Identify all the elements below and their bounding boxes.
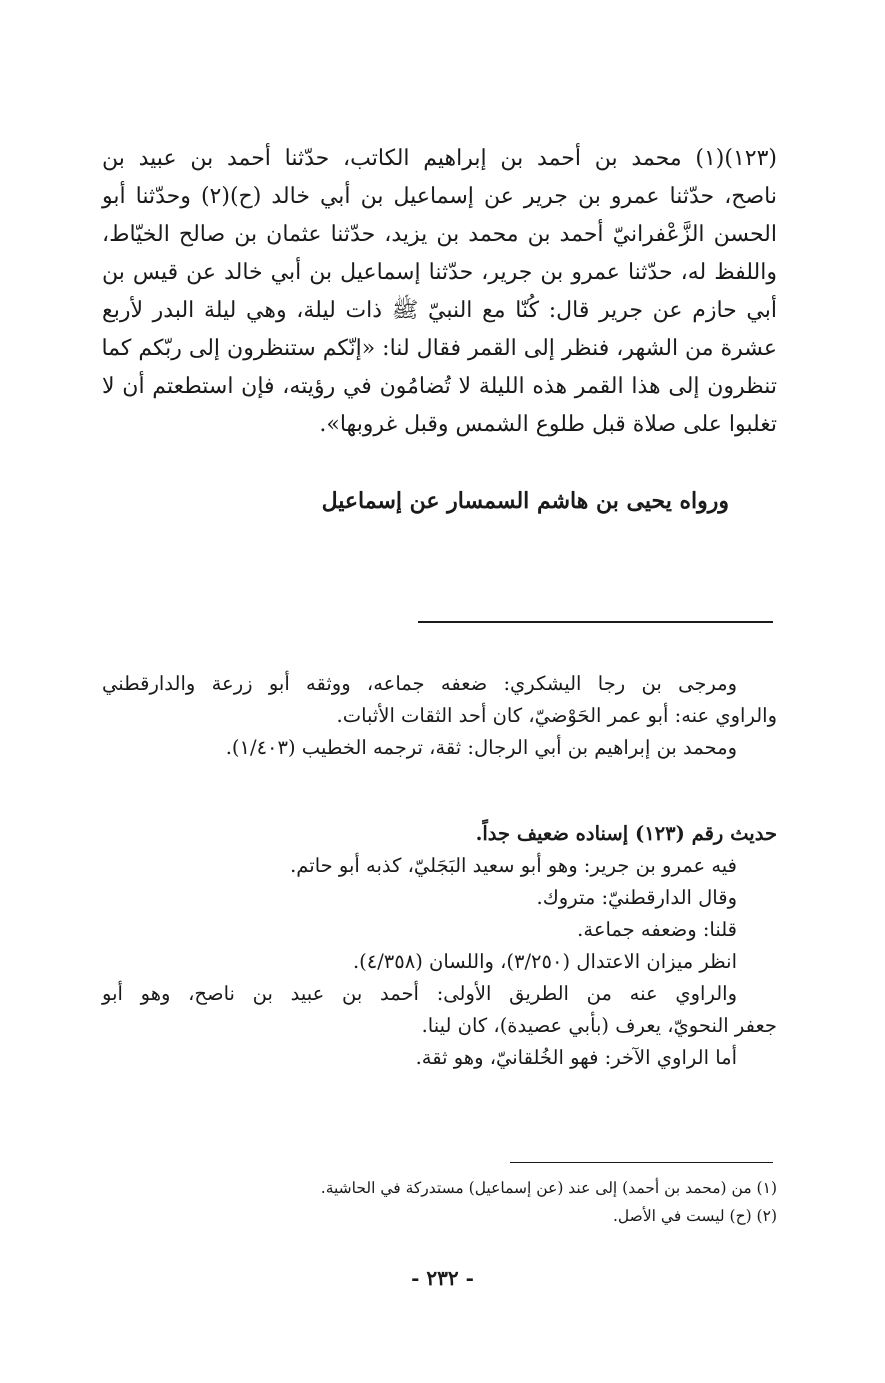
hadith-line: تنظرون إلى هذا القمر هذه الليلة لا تُضامُون في رؤيته، فإن استطعتم أن لا	[102, 374, 777, 399]
page-number: - ٢٣٢ -	[411, 1266, 474, 1290]
commentary-line: ومرجى بن رجا اليشكري: ضعفه جماعه، ووثقه أبو زرعة والدارقطني	[102, 672, 737, 695]
commentary-line: انظر ميزان الاعتدال (٣/٢٥٠)، واللسان (٤/٣٥٨).	[352, 950, 737, 973]
hadith-line: الحسن الزَّعْفرانيّ أحمد بن محمد بن يزيد، حدّثنا عثمان بن صالح الخيّاط،	[102, 222, 777, 247]
footnote-divider	[510, 1162, 773, 1163]
commentary-block-2	[102, 818, 777, 1074]
commentary-line: أما الراوي الآخر: فهو الخُلقانيّ، وهو ثقة.	[415, 1046, 737, 1069]
commentary-line: ومحمد بن إبراهيم بن أبي الرجال: ثقة، ترجمه الخطيب (١/٤٠٣).	[225, 736, 737, 759]
hadith-text	[102, 140, 777, 444]
footnote: (١) من (محمد بن أحمد) إلى عند (عن إسماعيل) مستدركة في الحاشية.	[320, 1179, 777, 1197]
riwayah-line: ورواه يحيى بن هاشم السمسار عن إسماعيل	[321, 488, 729, 514]
footnote: (٢) (ح) ليست في الأصل.	[613, 1207, 777, 1225]
hadith-line: تغلبوا على صلاة قبل طلوع الشمس وقبل غروبها».	[319, 412, 777, 437]
hadith-line: أبي حازم عن جرير قال: كُنّا مع النبيّ ﷺ ذات ليلة، وهي ليلة البدر لأربع	[102, 298, 777, 323]
commentary-line: جعفر النحويّ، يعرف (بأبي عصيدة)، كان لينا.	[421, 1014, 777, 1037]
commentary-line: والراوي عنه: أبو عمر الحَوْضيّ، كان أحد الثقات الأثبات.	[336, 704, 777, 727]
footnotes	[102, 1174, 777, 1230]
hadith-line: واللفظ له، حدّثنا عمرو بن جرير، حدّثنا إسماعيل بن أبي خالد عن قيس بن	[102, 260, 777, 285]
commentary-block-1	[102, 668, 777, 764]
commentary-line: وقال الدارقطنيّ: متروك.	[536, 886, 737, 909]
commentary-line: والراوي عنه من الطريق الأولى: أحمد بن عبيد بن ناصح، وهو أبو	[102, 982, 737, 1005]
hadith-grade-heading: حديث رقم (١٢٣) إسناده ضعيف جداً.	[475, 822, 777, 845]
hadith-line: (١٢٣)(١) محمد بن أحمد بن إبراهيم الكاتب، حدّثنا أحمد بن عبيد بن	[102, 146, 777, 171]
hadith-line: عشرة من الشهر، فنظر إلى القمر فقال لنا: «إنّكم ستنظرون إلى ربّكم كما	[101, 336, 777, 361]
section-divider	[418, 621, 773, 623]
commentary-line: فيه عمرو بن جرير: وهو أبو سعيد البَجَليّ، كذبه أبو حاتم.	[290, 854, 737, 877]
commentary-line: قلنا: وضعفه جماعة.	[577, 918, 737, 941]
hadith-line: ناصح، حدّثنا عمرو بن جرير عن إسماعيل بن أبي خالد (ح)(٢) وحدّثنا أبو	[102, 184, 778, 209]
